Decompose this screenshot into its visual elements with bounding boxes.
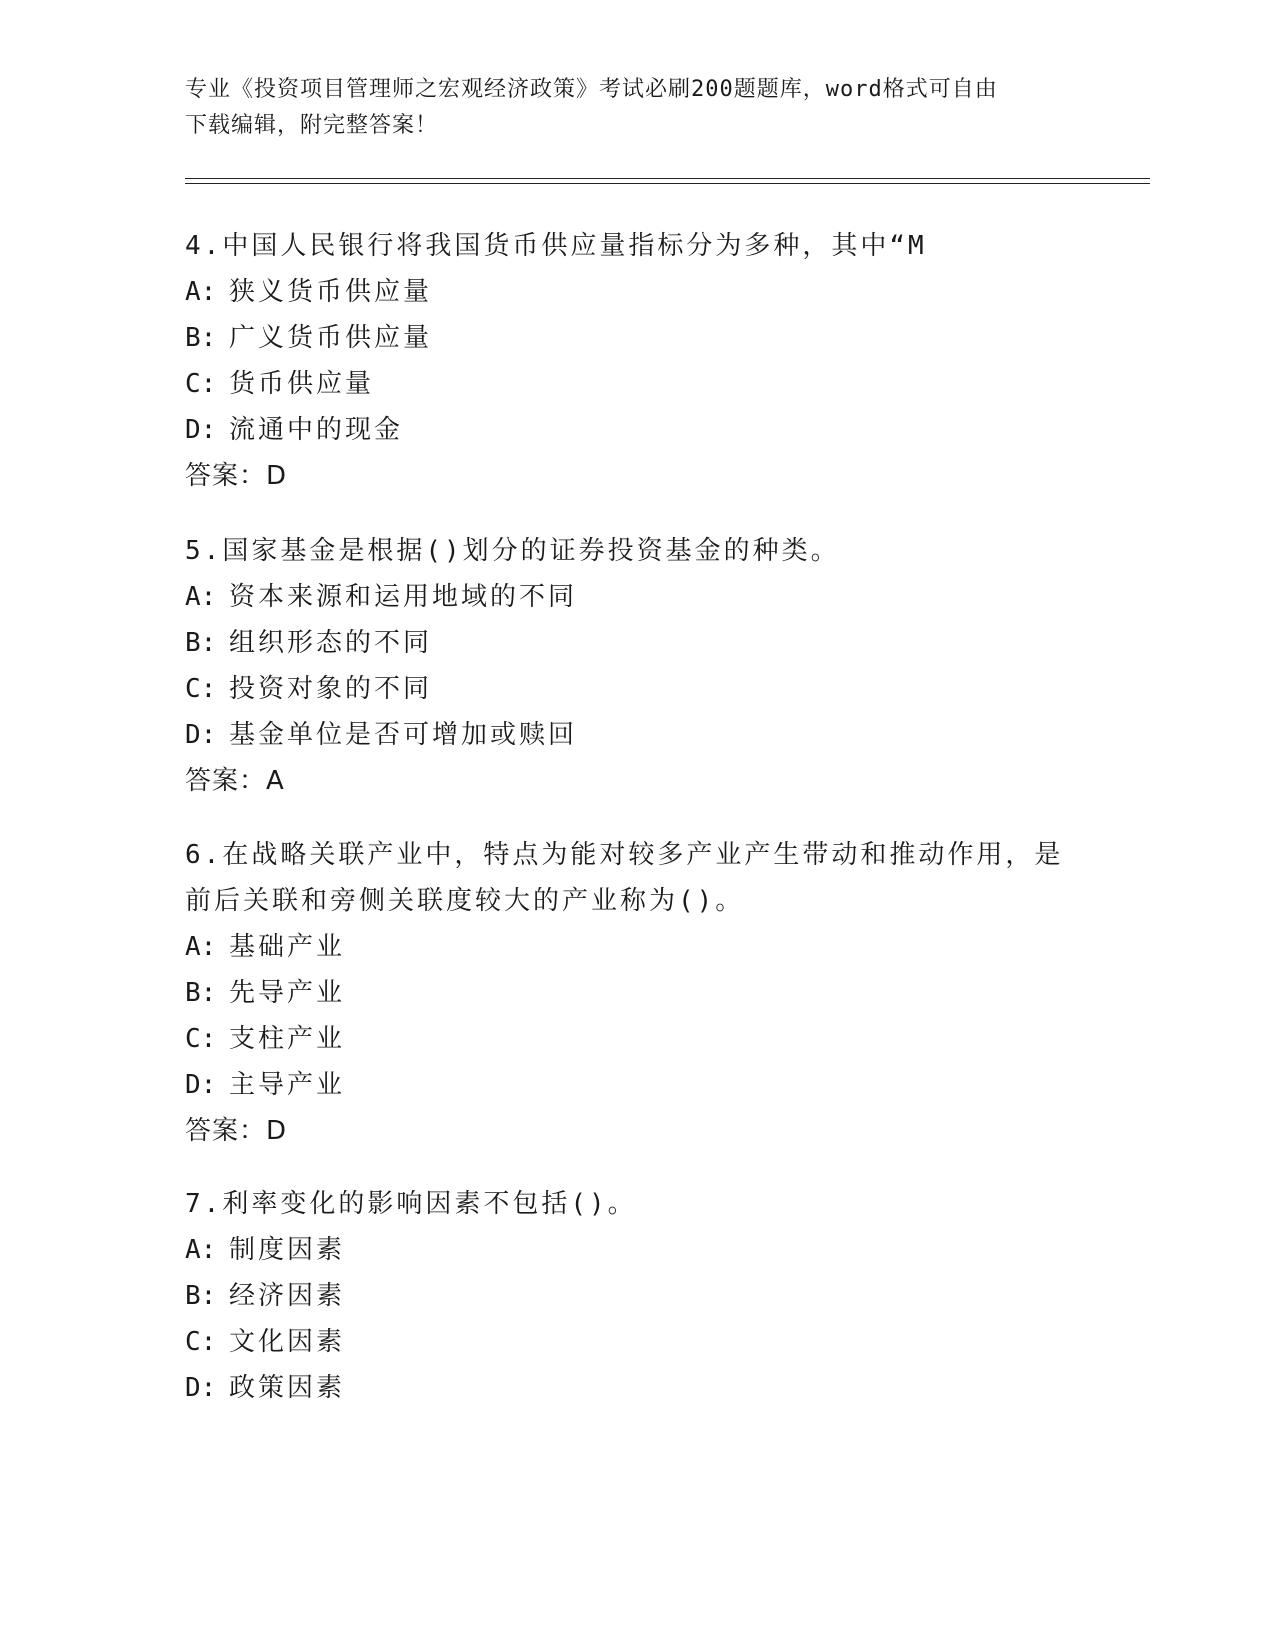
option-d: D: 政策因素 xyxy=(185,1373,346,1403)
question-number: 4. xyxy=(185,231,223,261)
header-divider-top xyxy=(185,178,1150,179)
question-text: 7.利率变化的影响因素不包括()。 xyxy=(185,1189,637,1219)
question-number: 5. xyxy=(185,536,223,566)
option-b: B: 先导产业 xyxy=(185,978,346,1008)
answer-value: D xyxy=(266,461,288,491)
header-line-1: 专业《投资项目管理师之宏观经济政策》考试必刷200题题库，word格式可自由 xyxy=(185,77,998,102)
answer-value: D xyxy=(266,1116,288,1146)
header-divider-bottom xyxy=(185,183,1150,184)
question-5 xyxy=(185,528,1085,804)
question-text: 5.国家基金是根据()划分的证券投资基金的种类。 xyxy=(185,536,840,566)
question-text: 4.中国人民银行将我国货币供应量指标分为多种，其中“M xyxy=(185,231,927,261)
answer-line: 答案：D xyxy=(185,461,288,491)
question-7 xyxy=(185,1181,1085,1411)
header-line-2: 下载编辑，附完整答案！ xyxy=(185,113,439,138)
option-b: B: 经济因素 xyxy=(185,1281,346,1311)
option-a: A: 制度因素 xyxy=(185,1235,346,1265)
option-c: C: 文化因素 xyxy=(185,1327,346,1357)
option-a: A: 基础产业 xyxy=(185,932,346,962)
question-number: 7. xyxy=(185,1189,223,1219)
question-number: 6. xyxy=(185,840,223,870)
option-c: C: 投资对象的不同 xyxy=(185,674,433,704)
answer-line: 答案：A xyxy=(185,766,285,796)
question-text-line-1: 6.在战略关联产业中，特点为能对较多产业产生带动和推动作用，是 xyxy=(185,840,1064,870)
option-d: D: 基金单位是否可增加或赎回 xyxy=(185,720,578,750)
answer-line: 答案：D xyxy=(185,1116,288,1146)
option-b: B: 组织形态的不同 xyxy=(185,628,433,658)
question-text-line-2: 前后关联和旁侧关联度较大的产业称为()。 xyxy=(185,886,745,916)
answer-value: A xyxy=(266,766,285,796)
option-c: C: 货币供应量 xyxy=(185,369,375,399)
option-b: B: 广义货币供应量 xyxy=(185,323,433,353)
option-a: A: 资本来源和运用地域的不同 xyxy=(185,582,578,612)
option-c: C: 支柱产业 xyxy=(185,1024,346,1054)
option-a: A: 狭义货币供应量 xyxy=(185,277,433,307)
option-d: D: 主导产业 xyxy=(185,1070,346,1100)
question-4 xyxy=(185,223,1085,499)
option-d: D: 流通中的现金 xyxy=(185,415,404,445)
document-header xyxy=(185,72,1085,144)
question-6 xyxy=(185,832,1085,1154)
